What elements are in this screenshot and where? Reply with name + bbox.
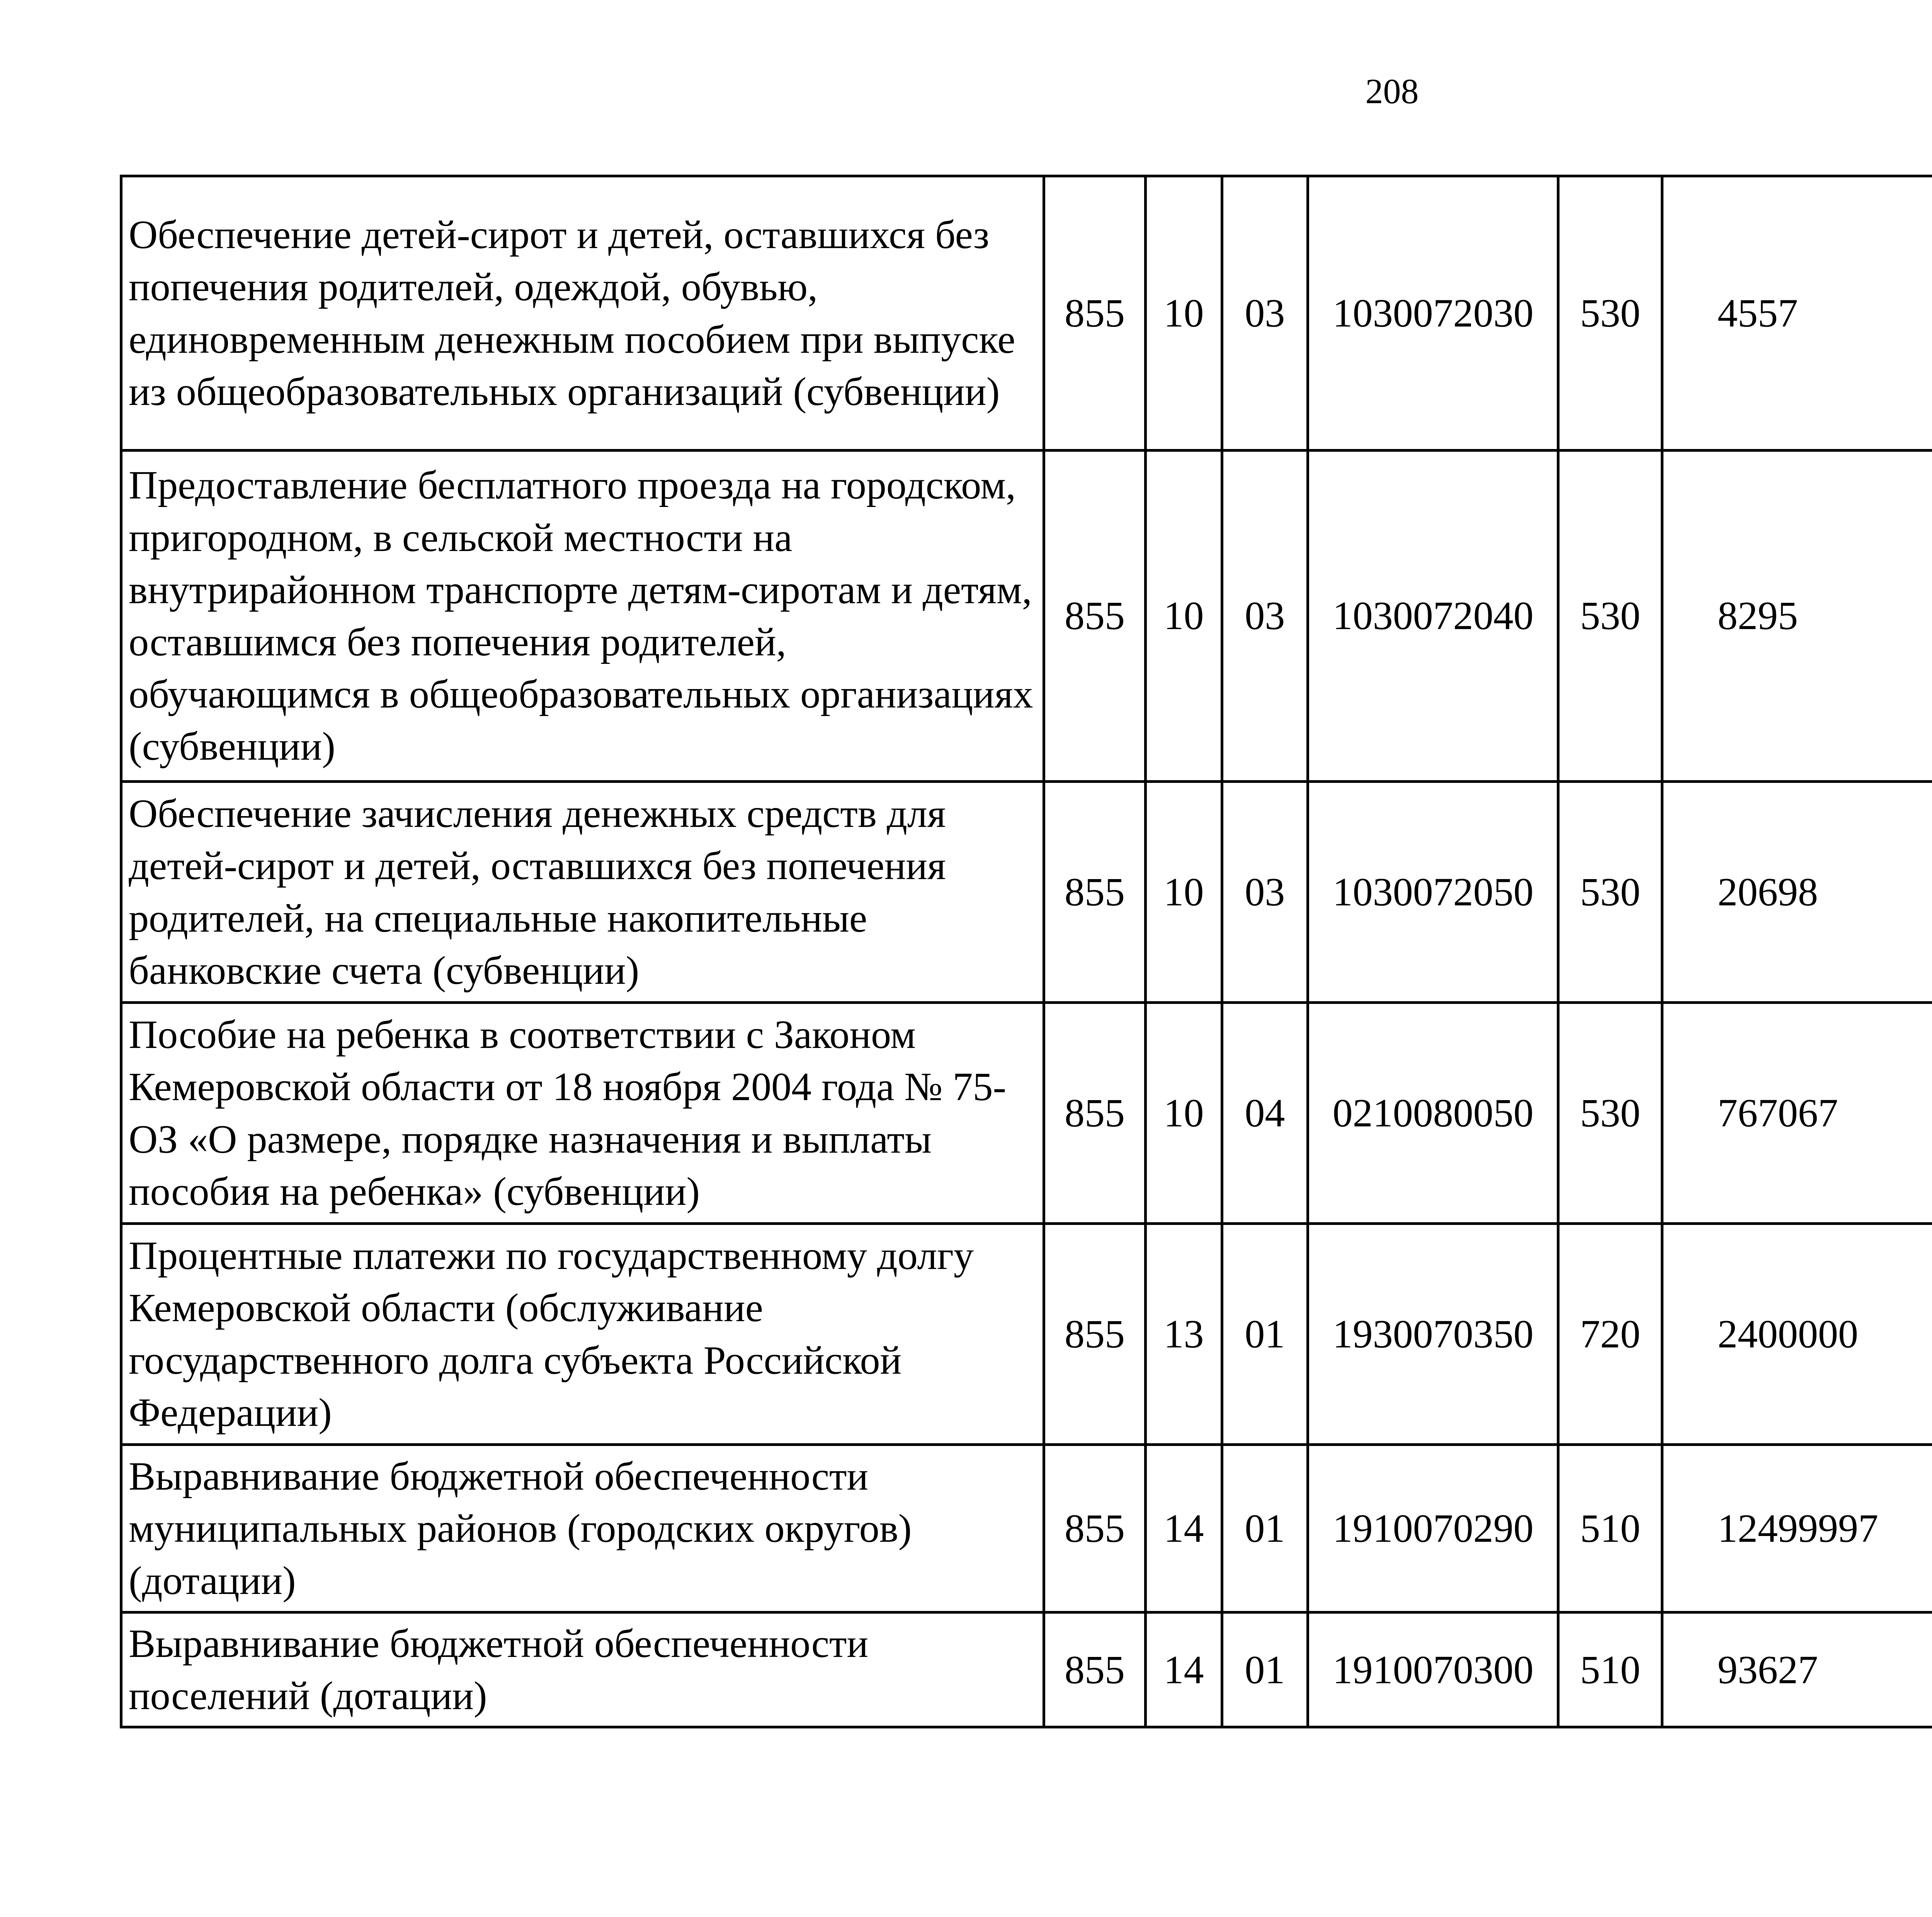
ministry-code: 855 — [1044, 176, 1146, 451]
budget-table-body — [121, 176, 1932, 1727]
subsection-code: 03 — [1222, 176, 1308, 451]
table-row — [121, 782, 1932, 1003]
target-article-code: 1030072030 — [1308, 176, 1558, 451]
ministry-code: 855 — [1044, 1003, 1146, 1224]
table-row — [121, 451, 1932, 782]
row-description: Выравнивание бюджетной обеспеченности поселений (дотации) — [121, 1613, 1044, 1727]
row-description: Предоставление бесплатного проезда на городском, пригородном, в сельской местности на внутрирайонном транспорте детям-сиротам и детям, оставшимся без попечения родителей, обучающимся в общеобразовательных организациях (субвенции) — [121, 451, 1044, 782]
table-row — [121, 1445, 1932, 1613]
subsection-code: 01 — [1222, 1224, 1308, 1445]
row-description: Обеспечение детей-сирот и детей, оставшихся без попечения родителей, одеждой, обувью, единовременным денежным пособием при выпуске из общеобразовательных организаций (субвенции) — [121, 176, 1044, 451]
amount-year-1: 4557 — [1662, 176, 1932, 451]
expense-type-code: 530 — [1558, 782, 1662, 1003]
expense-type-code: 530 — [1558, 1003, 1662, 1224]
section-code: 14 — [1146, 1613, 1222, 1727]
subsection-code: 03 — [1222, 451, 1308, 782]
expense-type-code: 530 — [1558, 176, 1662, 451]
section-code: 10 — [1146, 1003, 1222, 1224]
row-description: Процентные платежи по государственному долгу Кемеровской области (обслуживание государственного долга субъекта Российской Федерации) — [121, 1224, 1044, 1445]
subsection-code: 01 — [1222, 1445, 1308, 1613]
amount-year-1: 20698 — [1662, 782, 1932, 1003]
budget-table — [120, 175, 1932, 1728]
page-number: 208 — [1365, 71, 1419, 111]
section-code: 13 — [1146, 1224, 1222, 1445]
ministry-code: 855 — [1044, 451, 1146, 782]
target-article-code: 1910070290 — [1308, 1445, 1558, 1613]
row-description: Обеспечение зачисления денежных средств для детей-сирот и детей, оставшихся без попечения родителей, на специальные накопительные банковские счета (субвенции) — [121, 782, 1044, 1003]
table-row — [121, 1224, 1932, 1445]
table-row — [121, 1613, 1932, 1727]
target-article-code: 1930070350 — [1308, 1224, 1558, 1445]
ministry-code: 855 — [1044, 1224, 1146, 1445]
section-code: 10 — [1146, 782, 1222, 1003]
subsection-code: 01 — [1222, 1613, 1308, 1727]
section-code: 10 — [1146, 176, 1222, 451]
target-article-code: 0210080050 — [1308, 1003, 1558, 1224]
section-code: 14 — [1146, 1445, 1222, 1613]
ministry-code: 855 — [1044, 1445, 1146, 1613]
subsection-code: 03 — [1222, 782, 1308, 1003]
table-row — [121, 176, 1932, 451]
expense-type-code: 720 — [1558, 1224, 1662, 1445]
table-row — [121, 1003, 1932, 1224]
target-article-code: 1910070300 — [1308, 1613, 1558, 1727]
amount-year-1: 12499997 — [1662, 1445, 1932, 1613]
target-article-code: 1030072050 — [1308, 782, 1558, 1003]
expense-type-code: 510 — [1558, 1445, 1662, 1613]
row-description: Пособие на ребенка в соответствии с Законом Кемеровской области от 18 ноября 2004 года № 75-ОЗ «О размере, порядке назначения и выплаты пособия на ребенка» (субвенции) — [121, 1003, 1044, 1224]
target-article-code: 1030072040 — [1308, 451, 1558, 782]
subsection-code: 04 — [1222, 1003, 1308, 1224]
ministry-code: 855 — [1044, 1613, 1146, 1727]
amount-year-1: 767067 — [1662, 1003, 1932, 1224]
row-description: Выравнивание бюджетной обеспеченности муниципальных районов (городских округов) (дотации) — [121, 1445, 1044, 1613]
expense-type-code: 510 — [1558, 1613, 1662, 1727]
amount-year-1: 93627 — [1662, 1613, 1932, 1727]
amount-year-1: 2400000 — [1662, 1224, 1932, 1445]
section-code: 10 — [1146, 451, 1222, 782]
ministry-code: 855 — [1044, 782, 1146, 1003]
expense-type-code: 530 — [1558, 451, 1662, 782]
amount-year-1: 8295 — [1662, 451, 1932, 782]
